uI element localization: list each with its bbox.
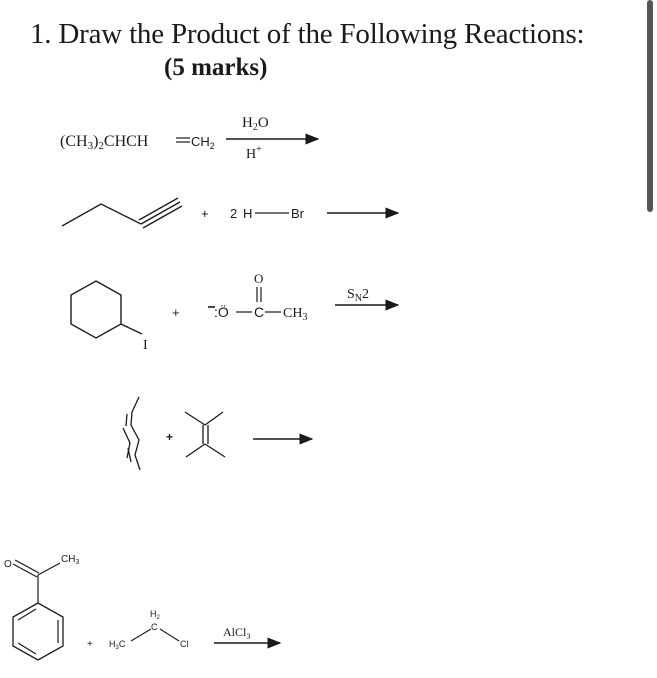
r5-carbon: C <box>151 622 158 632</box>
r3-carbonyl-oxygen: O <box>254 271 264 286</box>
r5-plus: + <box>87 639 93 650</box>
r3-oxygen-anion: :Ö <box>214 304 229 320</box>
r5-benzene-ring <box>13 603 63 660</box>
r4-plus: + <box>166 430 174 444</box>
r3-methyl: $CH_3$ <box>283 306 308 323</box>
r5-methyl: $CH_3$ <box>61 554 80 566</box>
r1-reactant: (CH3)2CHCH <box>60 133 149 152</box>
reaction-1 <box>60 115 318 162</box>
r2-alkyne-chain <box>62 204 141 226</box>
reaction-3 <box>71 271 398 353</box>
r3-cyclohexane-ring <box>71 281 121 338</box>
r5-h3c: $H_3C$ <box>109 639 126 651</box>
question-title: 1. Draw the Product of the Following Reactions: <box>30 18 585 50</box>
r3-condition-sn2: $S_N2$ <box>347 287 370 304</box>
r2-bromine: Br <box>291 206 304 221</box>
r5-h2: $H_2$ <box>150 609 160 621</box>
r2-plus: + <box>201 206 209 221</box>
r4-alkene <box>185 412 205 425</box>
r4-diene <box>131 397 140 470</box>
r2-coefficient: 2 <box>230 206 238 221</box>
r5-ketone-oxygen: O <box>4 559 12 570</box>
marks-label: (5 marks) <box>164 54 268 81</box>
r5-catalyst: AlCl$_3$ <box>223 625 251 641</box>
r1-reagent-acid: H+ <box>246 144 262 162</box>
r3-carbon: C <box>254 304 265 320</box>
r3-iodine: I <box>143 338 148 353</box>
reaction-5 <box>4 554 280 660</box>
r3-plus: + <box>172 305 180 320</box>
r2-hydrogen: H <box>243 206 253 221</box>
reaction-4 <box>123 397 312 470</box>
r1-reagent-water: $H_2O$ <box>242 115 269 133</box>
reaction-2 <box>62 198 398 228</box>
r5-chlorine: Cl <box>180 639 189 649</box>
r1-ch2: $CH_2$ <box>191 134 215 151</box>
